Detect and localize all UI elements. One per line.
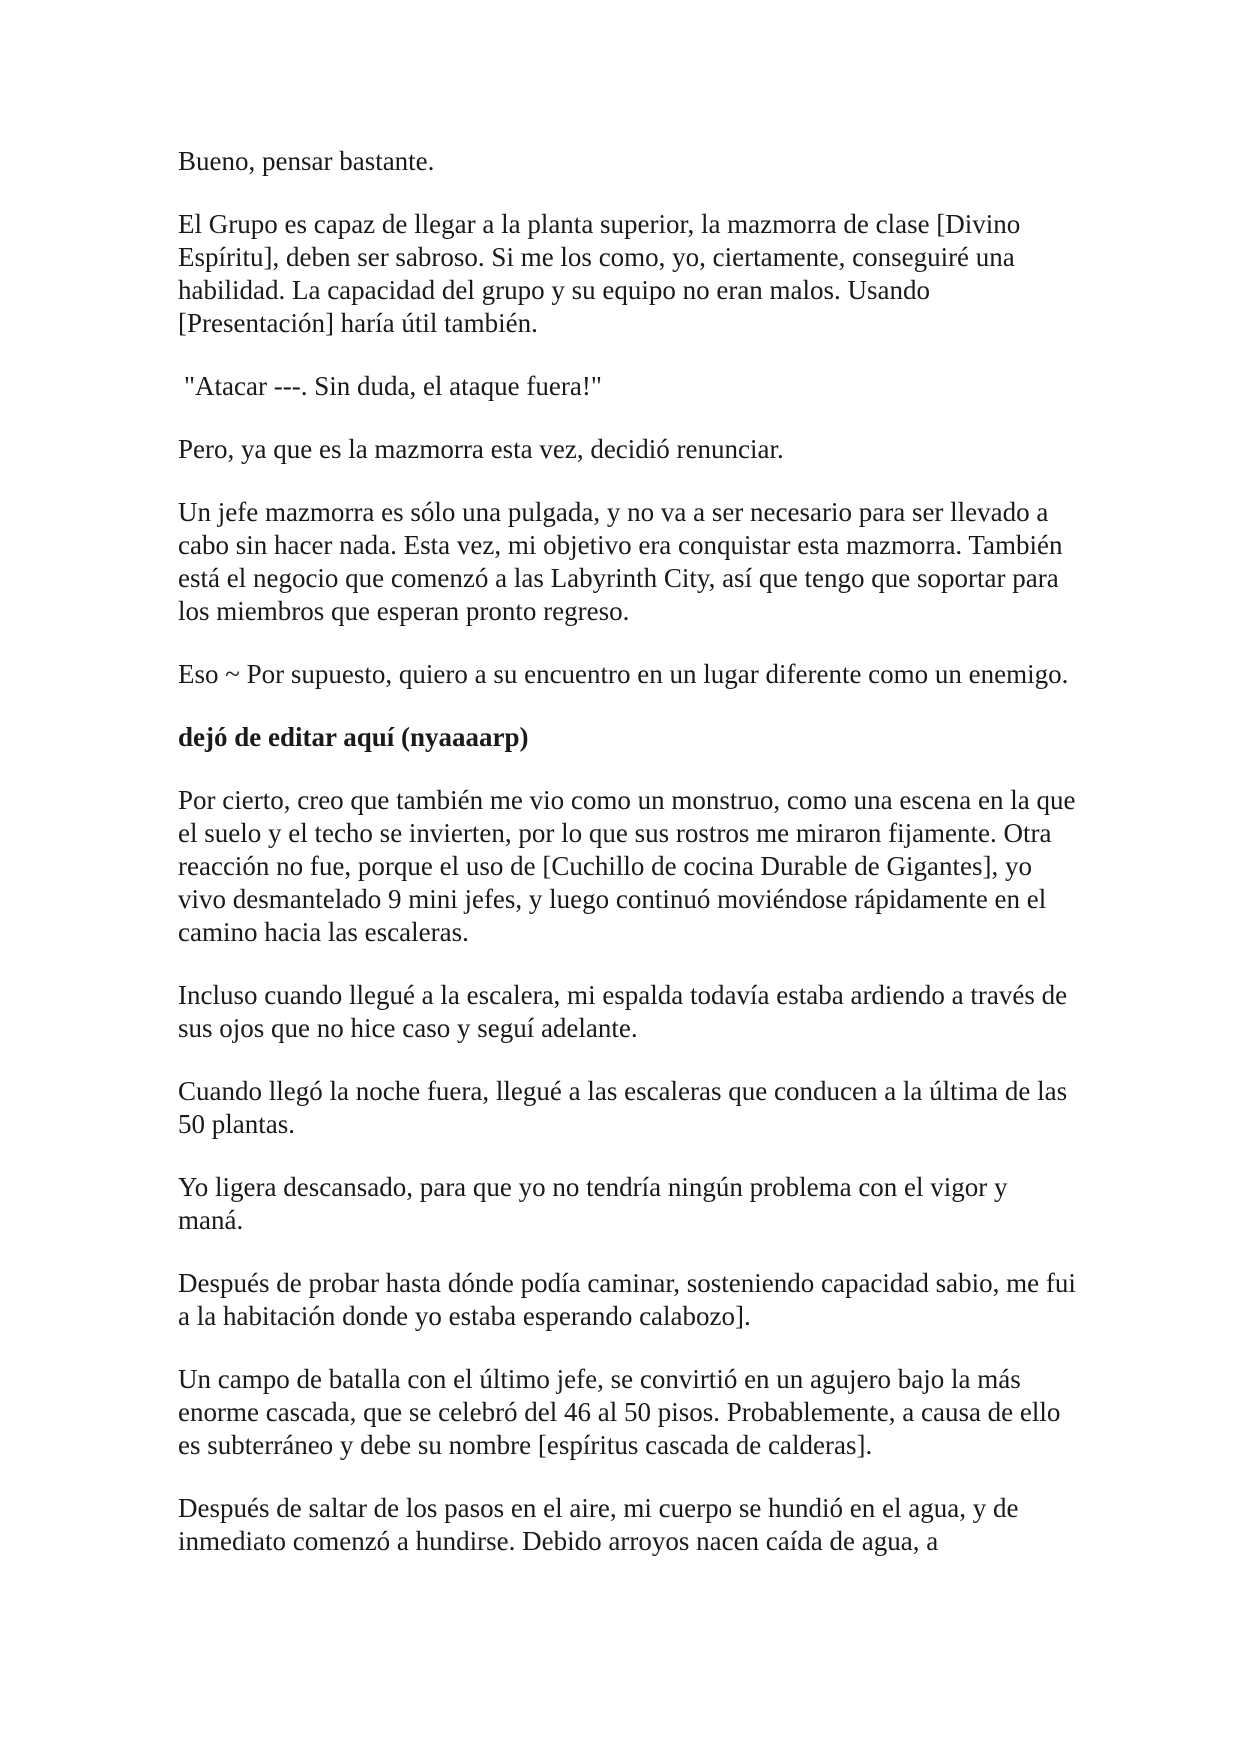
paragraph: Pero, ya que es la mazmorra esta vez, decidió renunciar. xyxy=(178,434,784,464)
paragraph: Por cierto, creo que también me vio como un monstruo, como una escena en la que el suelo y el techo se invierten, por lo que sus rostros me miraron fijamente. Otra reacción no fue, porque el uso de [Cuchillo de cocina Durable de Gigantes], yo vivo desmantelado 9 mini jefes, y luego continuó moviéndose rápidamente en el camino hacia las escaleras. xyxy=(178,785,1076,947)
paragraph: Un campo de batalla con el último jefe, se convirtió en un agujero bajo la más enorme cascada, que se celebró del 46 al 50 pisos. Probablemente, a causa de ello es subterráneo y debe su nombre [espíritus cascada de calderas]. xyxy=(178,1364,1061,1460)
dialogue-paragraph: "Atacar ---. Sin duda, el ataque fuera!" xyxy=(184,371,602,401)
paragraph: Después de saltar de los pasos en el aire, mi cuerpo se hundió en el agua, y de inmediato comenzó a hundirse. Debido arroyos nacen caída de agua, a xyxy=(178,1493,1019,1556)
paragraph: Después de probar hasta dónde podía caminar, sosteniendo capacidad sabio, me fui a la habitación donde yo estaba esperando calabozo]. xyxy=(178,1268,1076,1331)
paragraph: El Grupo es capaz de llegar a la planta superior, la mazmorra de clase [Divino Espíritu], deben ser sabroso. Si me los como, yo, ciertamente, conseguiré una habilidad. La capacidad del grupo y su equipo no eran malos. Usando [Presentación] haría útil también. xyxy=(178,209,1021,338)
editor-note: dejó de editar aquí (nyaaaarp) xyxy=(178,722,529,752)
paragraph: Incluso cuando llegué a la escalera, mi espalda todavía estaba ardiendo a través de sus ojos que no hice caso y seguí adelante. xyxy=(178,980,1068,1043)
paragraph: Cuando llegó la noche fuera, llegué a las escaleras que conducen a la última de las 50 plantas. xyxy=(178,1076,1068,1139)
paragraph: Yo ligera descansado, para que yo no tendría ningún problema con el vigor y maná. xyxy=(178,1172,1008,1235)
paragraph: Un jefe mazmorra es sólo una pulgada, y no va a ser necesario para ser llevado a cabo sin hacer nada. Esta vez, mi objetivo era conquistar esta mazmorra. También está el negocio que comenzó a las Labyrinth City, así que tengo que soportar para los miembros que esperan pronto regreso. xyxy=(178,497,1063,626)
paragraph: Eso ~ Por supuesto, quiero a su encuentro en un lugar diferente como un enemigo. xyxy=(178,659,1069,689)
document-page xyxy=(178,145,1078,1588)
paragraph: Bueno, pensar bastante. xyxy=(178,146,435,176)
